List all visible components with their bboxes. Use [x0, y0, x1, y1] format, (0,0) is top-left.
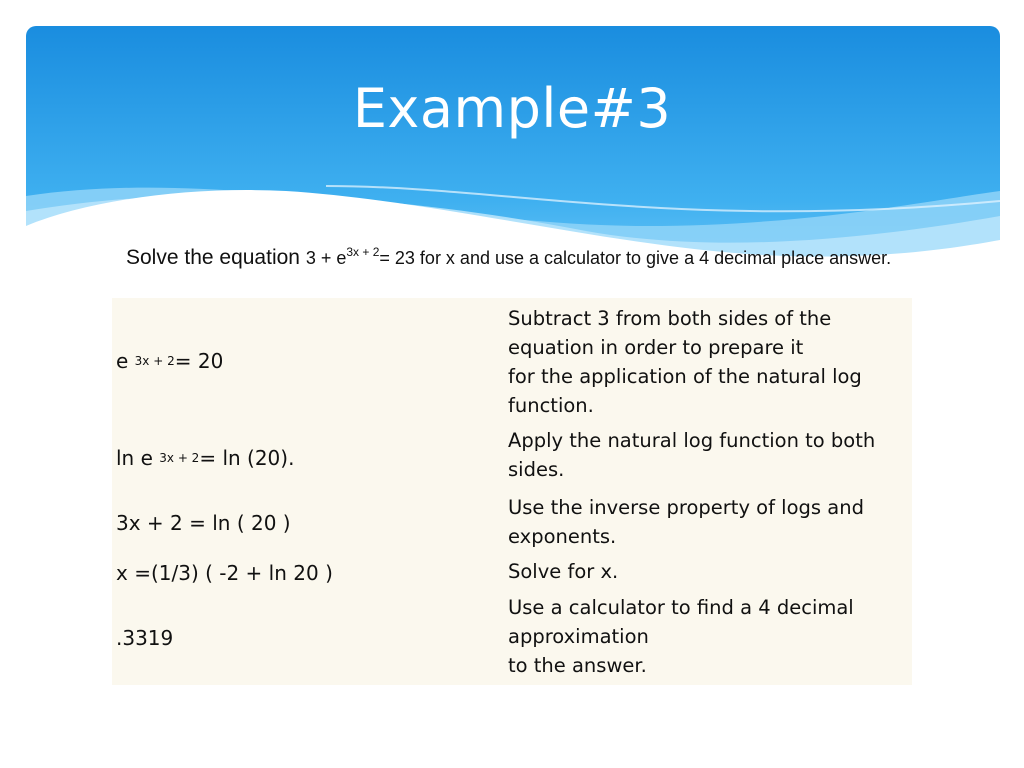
step-explanation: Subtract 3 from both sides of the equation in order to prepare it for the application of the natural log function. [508, 307, 862, 417]
slide-title: Example#3 [352, 77, 672, 140]
step-explanation: Use the inverse property of logs and exponents. [508, 496, 864, 548]
header-banner [26, 26, 1000, 276]
step-work: x =(1/3) ( -2 + ln 20 ) [116, 561, 333, 585]
step-work: ln e 3x + 2 = ln (20). [116, 445, 295, 470]
step-work: 3x + 2 = ln ( 20 ) [116, 511, 291, 535]
table-row [112, 555, 912, 591]
step-explanation: Apply the natural log function to both sides. [508, 429, 876, 481]
step-work: e 3x + 2 = 20 [116, 349, 224, 373]
problem-lead: Solve the equation [126, 246, 300, 269]
wave-decoration [26, 26, 1000, 276]
step-explanation: Use a calculator to find a 4 decimal approximation to the answer. [508, 596, 854, 677]
step-work: .3319 [116, 626, 174, 650]
problem-equation-base: 3 + e [305, 248, 347, 268]
problem-statement [126, 243, 1024, 273]
problem-equation-rest: = 23 for x and use a calculator to give a 4 decimal place answer. [379, 248, 892, 268]
table-row [112, 591, 912, 685]
table-row [112, 298, 912, 424]
problem-equation-exponent: 3x + 2 [346, 245, 380, 259]
table-row [112, 491, 912, 555]
solution-steps-table [112, 298, 912, 685]
table-row [112, 424, 912, 491]
step-explanation: Solve for x. [508, 560, 619, 583]
